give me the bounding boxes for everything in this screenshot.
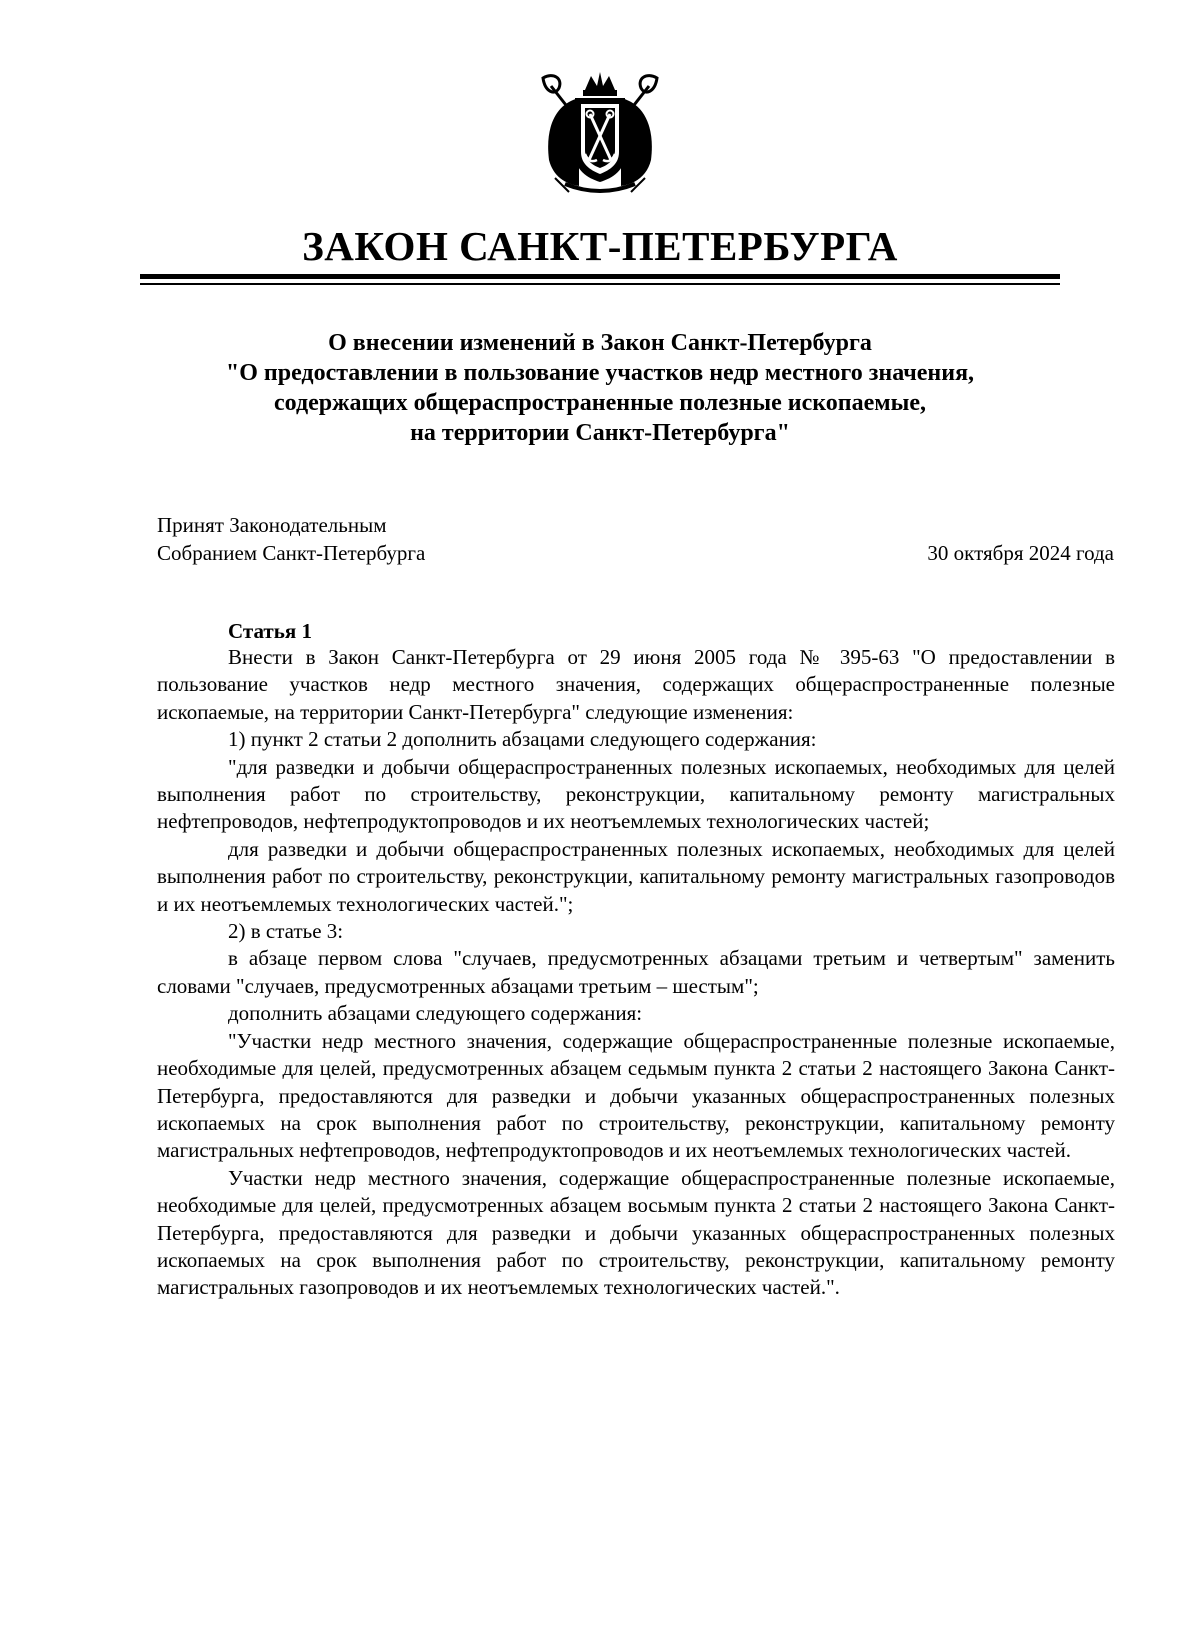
article-paragraph: 2) в статье 3: [228,919,344,944]
subject-line: на территории Санкт-Петербурга" [410,420,790,446]
subject-line: "О предоставлении в пользование участков недр местного значения, [225,360,975,386]
adoption-date: 30 октября 2024 года [927,541,1114,565]
adoption-line: Собранием Санкт-Петербурга [157,541,426,565]
article-paragraph: Участки недр местного значения, содержащие общераспространенные полезные ископаемые, необходимые для целей, предусмотренных абзацем восьмым пункта 2 статьи 2 настоящего Закона Санкт-Петербурга, предоставляются для разведки и добычи указанных общераспространенных полезных ископаемых на срок выполнения работ по строительству, реконструкции, капитальному ремонту магистральных газопроводов и их неотъемлемых технологических частей.". [157,1165,1115,1300]
title-divider-thick [140,274,1060,279]
article-heading: Статья 1 [228,619,312,643]
title-divider-thin [140,283,1060,285]
adoption-line: Принят Законодательным [157,513,387,537]
article-paragraph: "Участки недр местного значения, содержащие общераспространенные полезные ископаемые, необходимые для целей, предусмотренных абзацем седьмым пункта 2 статьи 2 настоящего Закона Санкт-Петербурга, предоставляются для разведки и добычи указанных общераспространенных полезных ископаемых на срок выполнения работ по строительству, реконструкции, капитальному ремонту магистральных нефтепроводов, нефтепродуктопроводов и их неотъемлемых технологических частей. [157,1028,1115,1163]
coat-of-arms-icon [535,68,665,196]
law-subject [0,328,1200,448]
adoption-body [157,511,425,567]
article-paragraph: для разведки и добычи общераспространенных полезных ископаемых, необходимых для целей выполнения работ по строительству, реконструкции, капитальному ремонту магистральных газопроводов и их неотъемлемых технологических частей."; [157,836,1115,916]
article-paragraph: в абзаце первом слова "случаев, предусмотренных абзацами третьим и четвертым" заменить словами "случаев, предусмотренных абзацами третьим – шестым"; [157,946,1115,998]
subject-line: О внесении изменений в Закон Санкт-Петербурга [328,330,872,356]
article-paragraph: 1) пункт 2 статьи 2 дополнить абзацами следующего содержания: [228,727,817,752]
subject-line: содержащих общераспространенные полезные ископаемые, [274,390,926,416]
article-paragraph: "для разведки и добычи общераспространенных полезных ископаемых, необходимых для целей выполнения работ по строительству, реконструкции, капитальному ремонту магистральных нефтепроводов, нефтепродуктопроводов и их неотъемлемых технологических частей; [157,754,1115,834]
article-body [157,644,1115,1302]
document-title: ЗАКОН САНКТ-ПЕТЕРБУРГА [302,223,898,269]
article-paragraph: Внести в Закон Санкт-Петербурга от 29 июня 2005 года № 395-63 "О предоставлении в пользование участков недр местного значения, содержащих общераспространенные полезные ископаемые, на территории Санкт-Петербурга" следующие изменения: [157,645,1115,724]
article-paragraph: дополнить абзацами следующего содержания: [228,1001,643,1026]
